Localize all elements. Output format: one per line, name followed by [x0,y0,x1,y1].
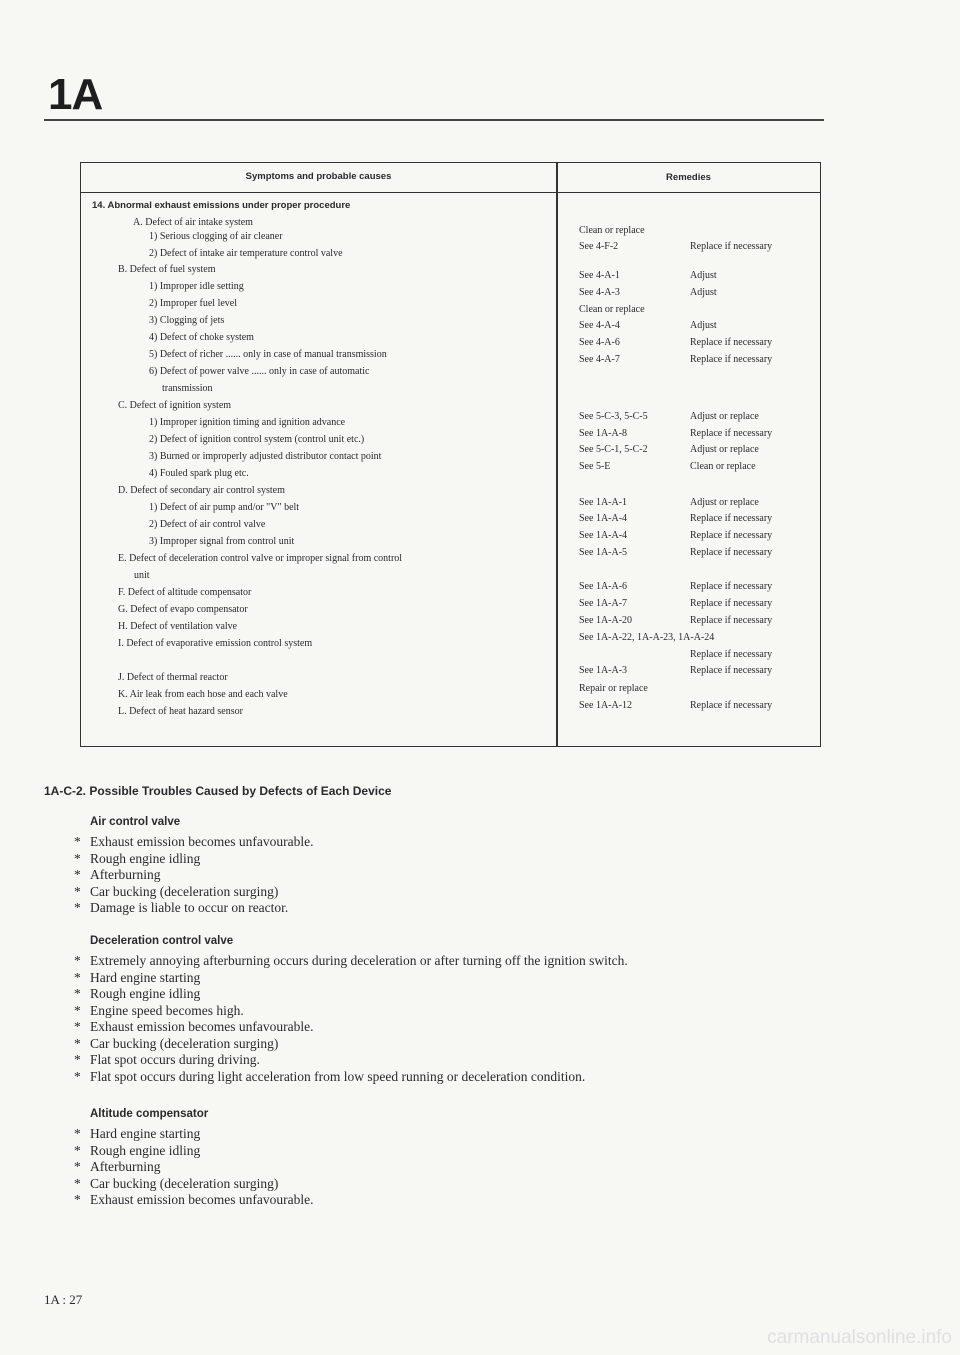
symptom-text: Rough engine idling [90,850,201,866]
device-symptom [74,953,628,969]
remedy-action: Adjust or replace [690,444,759,455]
remedy-action: Replace if necessary [690,581,773,592]
device-symptom [74,1143,200,1159]
cause-item: B. Defect of fuel system [118,264,216,275]
cause-item: C. Defect of ignition system [118,400,232,411]
remedy-action: Adjust or replace [690,411,759,422]
bullet-marker: * [74,834,81,849]
device-symptom [74,851,200,867]
device-symptom [74,1126,200,1142]
cause-item: 4) Fouled spark plug etc. [149,468,249,479]
remedy-ref: See 1A-A-3 [579,665,628,676]
table-title: 14. Abnormal exhaust emissions under proper procedure [92,200,351,211]
cause-item: K. Air leak from each hose and each valve [118,689,288,700]
table-header [81,163,820,193]
bullet-marker: * [74,986,81,1001]
remedy-action: Clean or replace [690,461,756,472]
page-number: 1A : 27 [44,1292,83,1307]
cause-item: 1) Improper idle setting [149,281,244,292]
device-symptom [74,834,313,850]
cause-item: 2) Improper fuel level [149,298,238,309]
symptom-text: Rough engine idling [90,986,201,1001]
bullet-marker: * [74,969,81,985]
bullet-marker: * [74,1019,81,1034]
remedy-ref: See 1A-A-5 [579,547,628,558]
cause-item: 3) Burned or improperly adjusted distributor contact point [149,451,382,462]
device-title: Altitude compensator [90,1108,209,1120]
device-symptom [74,1019,313,1035]
header-causes: Symptoms and probable causes [245,171,392,182]
device-symptom [74,1052,260,1068]
remedy-action: Replace if necessary [690,547,773,558]
device-symptom [74,1176,278,1192]
cause-item: 5) Defect of richer ...... only in case of manual transmission [149,349,387,360]
remedy-ref: Repair or replace [579,683,648,694]
remedy-action: Replace if necessary [690,649,773,660]
remedy-action: Replace if necessary [690,598,773,609]
remedy-action: Replace if necessary [690,354,773,365]
bullet-marker: * [74,1068,81,1084]
cause-item: 1) Improper ignition timing and ignition advance [149,417,346,428]
device-symptom [74,986,200,1002]
remedy-ref: See 1A-A-6 [579,581,628,592]
symptom-text: Flat spot occurs during driving. [90,1052,260,1067]
remedy-ref: Clean or replace [579,225,645,236]
remedy-action: Replace if necessary [690,615,773,626]
symptom-text: Damage is liable to occur on reactor. [90,900,289,915]
device-symptom [74,1069,585,1085]
bullet-marker: * [74,1035,81,1051]
symptom-text: Exhaust emission becomes unfavourable. [90,834,314,849]
bullet-marker: * [74,1002,81,1018]
remedy-ref: See 4-A-4 [579,320,620,331]
remedy-ref: See 5-C-1, 5-C-2 [579,444,648,455]
symptom-text: Engine speed becomes high. [90,1002,244,1018]
bullet-marker: * [74,1192,81,1207]
cause-item: E. Defect of deceleration control valve or improper signal from control [118,553,403,564]
remedy-ref: See 4-F-2 [579,241,619,252]
symptom-text: Extremely annoying afterburning occurs during deceleration or after turning off the ignition switch. [90,953,628,968]
remedy-action: Replace if necessary [690,428,773,439]
cause-item: F. Defect of altitude compensator [118,587,252,598]
remedy-action: Adjust [690,270,717,281]
cause-item: H. Defect of ventilation valve [118,621,238,632]
section-id: 1A [48,70,103,119]
cause-item: J. Defect of thermal reactor [118,672,228,683]
remedy-ref: See 4-A-3 [579,287,620,298]
symptom-text: Hard engine starting [90,1126,201,1141]
remedy-action: Replace if necessary [690,700,773,711]
remedy-ref: See 1A-A-8 [579,428,628,439]
device-symptom [74,900,288,916]
remedy-action: Adjust or replace [690,497,759,508]
header-rule [44,119,824,121]
symptom-text: Rough engine idling [90,1142,201,1158]
remedy-action: Replace if necessary [690,530,773,541]
remedy-ref: Clean or replace [579,304,645,315]
bullet-marker: * [74,1159,81,1174]
cause-item: transmission [162,383,213,394]
bullet-marker: * [74,850,81,866]
cause-item: 1) Defect of air pump and/or "V" belt [149,502,300,513]
bullet-marker: * [74,883,81,899]
remedy-ref: See 1A-A-20 [579,615,633,626]
cause-item: 2) Defect of ignition control system (control unit etc.) [149,434,365,445]
bullet-marker: * [74,953,81,968]
bullet-marker: * [74,1126,81,1141]
device-symptom [74,1036,278,1052]
remedy-action: Adjust [690,320,717,331]
header-remedies: Remedies [666,172,711,183]
cause-item: 6) Defect of power valve ...... only in case of automatic [149,366,370,377]
cause-item: I. Defect of evaporative emission control system [118,638,313,649]
cause-item: 3) Improper signal from control unit [149,536,295,547]
device-title: Deceleration control valve [90,935,234,947]
device-symptom [74,867,160,883]
remedy-ref: See 4-A-7 [579,354,620,365]
cause-item: 1) Serious clogging of air cleaner [149,231,283,242]
remedy-ref: See 4-A-1 [579,270,620,281]
remedy-ref: See 1A-A-1 [579,497,628,508]
cause-item: 2) Defect of air control valve [149,519,266,530]
cause-item: G. Defect of evapo compensator [118,604,248,615]
remedy-ref: See 1A-A-22, 1A-A-23, 1A-A-24 [579,632,715,643]
cause-item: 2) Defect of intake air temperature control valve [149,248,343,259]
remedy-ref: See 1A-A-12 [579,700,633,711]
remedy-ref: See 4-A-6 [579,337,620,348]
device-symptom [74,1159,160,1175]
symptom-text: Car bucking (deceleration surging) [90,883,279,899]
section-heading: 1A-C-2. Possible Troubles Caused by Defects of Each Device [44,784,392,798]
bullet-marker: * [74,1142,81,1158]
bullet-marker: * [74,1052,81,1067]
remedy-ref: See 5-E [579,461,611,472]
column-divider [556,163,558,746]
cause-item: 3) Clogging of jets [149,315,225,326]
cause-item: unit [134,570,150,581]
symptom-text: Exhaust emission becomes unfavourable. [90,1192,314,1207]
symptom-text: Hard engine starting [90,969,201,985]
symptom-text: Car bucking (deceleration surging) [90,1175,279,1191]
device-symptom [74,970,200,986]
device-symptom [74,884,278,900]
device-title: Air control valve [90,816,181,828]
watermark: carmanualsonline.info [767,1327,952,1348]
cause-item: A. Defect of air intake system [133,217,253,228]
remedy-action: Replace if necessary [690,337,773,348]
symptom-text: Exhaust emission becomes unfavourable. [90,1019,314,1034]
remedy-action: Replace if necessary [690,241,773,252]
remedy-ref: See 5-C-3, 5-C-5 [579,411,648,422]
remedy-ref: See 1A-A-4 [579,513,628,524]
symptom-text: Flat spot occurs during light acceleration from low speed running or deceleration condition. [90,1068,586,1084]
symptom-text: Afterburning [90,1159,161,1174]
cause-item: L. Defect of heat hazard sensor [118,706,243,717]
cause-item: 4) Defect of choke system [149,332,254,343]
bullet-marker: * [74,900,81,915]
cause-item: D. Defect of secondary air control system [118,485,285,496]
remedy-action: Replace if necessary [690,665,773,676]
device-symptom [74,1192,313,1208]
device-symptom [74,1003,244,1019]
symptom-text: Afterburning [90,867,161,882]
remedy-ref: See 1A-A-4 [579,530,628,541]
remedy-ref: See 1A-A-7 [579,598,628,609]
remedy-action: Replace if necessary [690,513,773,524]
remedy-action: Adjust [690,287,717,298]
bullet-marker: * [74,1175,81,1191]
bullet-marker: * [74,867,81,882]
symptom-text: Car bucking (deceleration surging) [90,1035,279,1051]
